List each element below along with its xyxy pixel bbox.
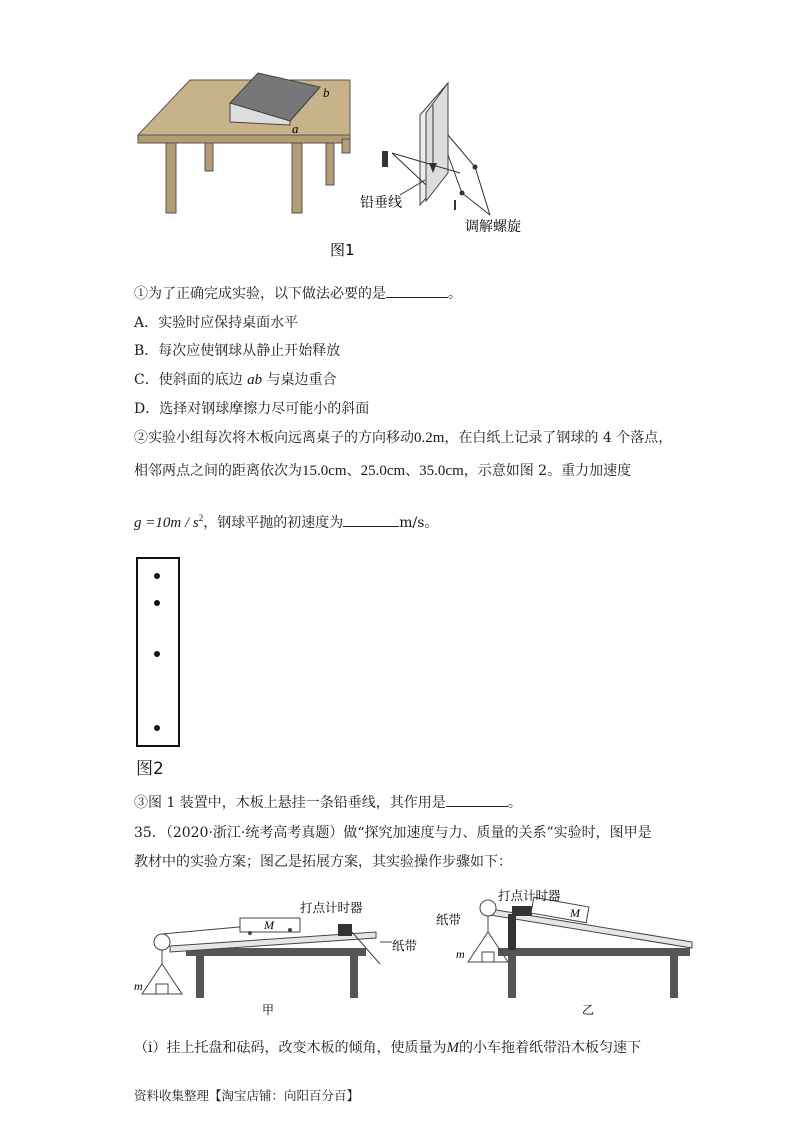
q1-option-a — [134, 313, 298, 333]
option-b-text: B．每次应使钢球从静止开始释放 — [134, 343, 341, 359]
q35-step-i — [134, 1038, 641, 1058]
q2-line1 — [134, 428, 672, 448]
jia-cart-label: M — [264, 918, 274, 932]
setup-yi — [468, 897, 692, 998]
jia-tape-label: 纸带 — [392, 938, 418, 953]
q2-d1: 15.0cm — [302, 463, 347, 479]
plumb-line-label: 铅垂线 — [360, 195, 402, 211]
q2-sep1: 、 — [346, 463, 361, 479]
yi-cart-label: M — [570, 906, 580, 920]
figure1-diagram — [130, 55, 550, 270]
screw-label: 调解螺旋 — [465, 219, 521, 235]
q1-option-d — [134, 399, 369, 419]
q2-d2: 25.0cm — [360, 463, 406, 479]
yi-tape-label: 纸带 — [436, 912, 462, 927]
q35-line1: 35．（2020·浙江·统考高考真题）做“探究加速度与力、质量的关系”实验时，图甲是 — [134, 825, 652, 841]
q2-move-distance: 0.2m — [414, 430, 445, 446]
option-d-text: D．选择对钢球摩擦力尽可能小的斜面 — [134, 401, 370, 417]
figure1-caption: 图1 — [330, 241, 355, 259]
q2-g-expr: $g =10m / s^2$ — [134, 513, 204, 531]
jia-caption: 甲 — [262, 1003, 275, 1017]
landing-point-1 — [154, 573, 160, 579]
q2-line2-suffix: ，示意如图 2。重力加速度 — [463, 463, 632, 479]
page-footer: 资料收集整理【淘宝店铺：向阳百分百】 — [134, 1088, 360, 1103]
q1-stem — [134, 283, 462, 304]
figure3-diagram — [130, 884, 700, 1024]
q1-answer-blank[interactable] — [386, 283, 448, 298]
landing-point-2 — [154, 600, 160, 606]
q2-line2 — [134, 461, 631, 481]
q2-d3: 35.0cm — [419, 463, 464, 479]
q3-stem-prefix: ③图 1 装置中，木板上悬挂一条铅垂线，其作用是 — [134, 795, 446, 811]
option-a-text: A．实验时应保持桌面水平 — [134, 315, 299, 331]
q2-line3-suffix: ，钢球平抛的初速度为 — [203, 515, 344, 531]
q2-line2-prefix: 相邻两点之间的距离依次为 — [134, 463, 302, 479]
q2-line3 — [134, 508, 438, 533]
q2-answer-blank[interactable] — [343, 512, 399, 527]
q1-option-b — [134, 341, 340, 361]
option-c-text-before: C．使斜面的底边 — [134, 372, 248, 388]
jia-mass-label: m — [134, 979, 143, 993]
option-c-var: ab — [247, 372, 263, 388]
q1-stem-suffix: 。 — [448, 286, 462, 302]
q3-answer-blank[interactable] — [446, 792, 508, 807]
q3-stem — [134, 792, 522, 813]
yi-timer-label: 打点计时器 — [498, 888, 561, 903]
q35-line2: 教材中的实验方案；图乙是拓展方案，其实验操作步骤如下： — [134, 854, 512, 870]
q3-stem-suffix: 。 — [507, 795, 522, 811]
q1-stem-prefix: ①为了正确完成实验，以下做法必要的是 — [134, 286, 386, 302]
figure2-caption: 图2 — [136, 759, 164, 779]
landing-point-3 — [154, 651, 160, 657]
landing-point-4 — [154, 725, 160, 731]
option-c-text-after: 与桌边重合 — [262, 372, 337, 388]
q2-line1-prefix: ②实验小组每次将木板向远离桌子的方向移动 — [134, 430, 414, 446]
q2-sep2: 、 — [405, 463, 420, 479]
q35-step-i-before: （ⅰ）挂上托盘和砝码，改变木板的倾角，使质量为 — [134, 1040, 447, 1056]
label-b: b — [323, 85, 330, 100]
q35-step-i-var: M — [446, 1040, 459, 1056]
q2-unit: m/s。 — [399, 515, 439, 531]
yi-mass-label: m — [456, 947, 465, 961]
q1-option-c — [134, 370, 337, 390]
yi-caption: 乙 — [582, 1003, 595, 1017]
jia-timer-label: 打点计时器 — [300, 900, 363, 915]
q35-step-i-after: 的小车拖着纸带沿木板匀速下 — [458, 1040, 641, 1056]
figure2-diagram — [134, 556, 184, 750]
q2-line1-suffix: ，在白纸上记录了钢球的 4 个落点， — [444, 430, 673, 446]
label-a: a — [292, 121, 299, 136]
